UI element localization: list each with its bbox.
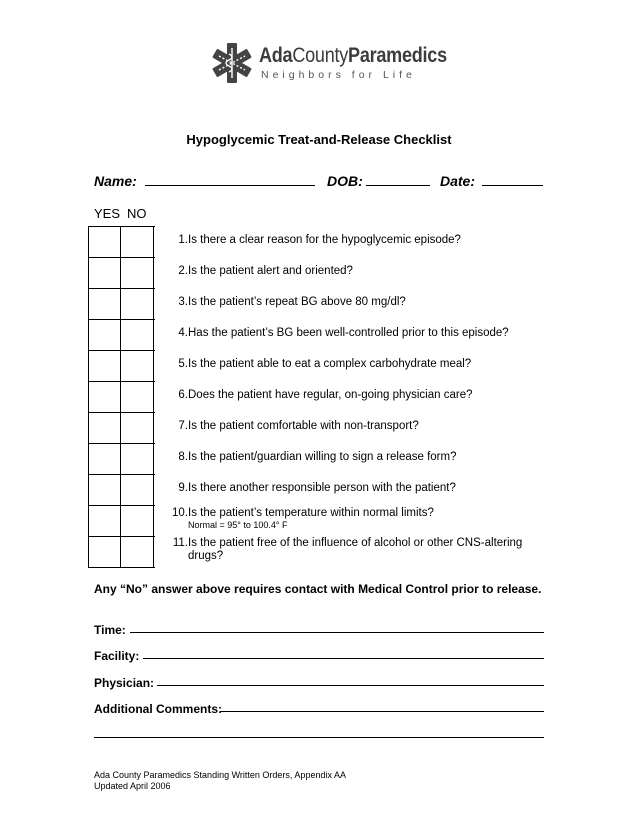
question-text: Is the patient’s temperature within normal limits?	[188, 507, 434, 519]
question-text: Is there another responsible person with the patient?	[188, 482, 456, 494]
no-column-label: NO	[127, 206, 147, 221]
yes-checkbox[interactable]	[89, 289, 121, 319]
logo-name-ada: Ada	[259, 44, 293, 67]
question-item	[160, 327, 509, 340]
facility-label: Facility:	[94, 649, 140, 663]
question-item	[160, 234, 461, 247]
no-checkbox[interactable]	[121, 413, 154, 443]
question-text: Is the patient/guardian willing to sign a release form?	[188, 451, 457, 463]
logo-name-county: County	[292, 44, 349, 67]
no-checkbox[interactable]	[121, 475, 154, 505]
no-checkbox[interactable]	[121, 351, 154, 381]
logo-name-paramedics: Paramedics	[348, 44, 447, 67]
yes-checkbox[interactable]	[89, 506, 121, 536]
yes-checkbox[interactable]	[89, 351, 121, 381]
checkbox-grid	[88, 226, 155, 568]
grid-row	[89, 444, 155, 475]
yes-no-header	[94, 206, 154, 221]
grid-row	[89, 413, 155, 444]
question-text: Is there a clear reason for the hypoglycemic episode?	[188, 234, 461, 246]
yes-checkbox[interactable]	[89, 444, 121, 474]
time-label: Time:	[94, 623, 126, 637]
yes-checkbox[interactable]	[89, 227, 121, 257]
yes-checkbox[interactable]	[89, 382, 121, 412]
no-checkbox[interactable]	[121, 320, 154, 350]
grid-row	[89, 289, 155, 320]
question-text: Has the patient’s BG been well-controlled prior to this episode?	[188, 327, 509, 339]
no-checkbox[interactable]	[121, 382, 154, 412]
footer-line-1: Ada County Paramedics Standing Written Orders, Appendix AA	[94, 770, 346, 780]
question-number: 10.	[172, 507, 188, 519]
facility-field[interactable]	[143, 658, 544, 659]
yes-checkbox[interactable]	[89, 258, 121, 288]
name-field[interactable]	[145, 185, 315, 186]
question-item	[160, 507, 434, 530]
footer-line-2: Updated April 2006	[94, 781, 171, 791]
question-text: Is the patient free of the influence of alcohol or other CNS-altering	[188, 537, 523, 549]
question-number: 2.	[178, 265, 188, 277]
grid-row	[89, 506, 155, 537]
logo-wordmark	[259, 44, 447, 68]
dob-field[interactable]	[366, 185, 430, 186]
physician-field[interactable]	[157, 685, 544, 686]
yes-checkbox[interactable]	[89, 413, 121, 443]
no-checkbox[interactable]	[121, 537, 154, 567]
star-of-life-logo-icon	[211, 42, 253, 84]
grid-row	[89, 382, 155, 413]
no-checkbox[interactable]	[121, 227, 154, 257]
no-checkbox[interactable]	[121, 506, 154, 536]
question-item	[160, 482, 456, 495]
question-item	[160, 296, 406, 309]
question-continuation: drugs?	[188, 550, 224, 562]
question-item	[160, 265, 353, 278]
no-checkbox[interactable]	[121, 444, 154, 474]
question-item	[160, 537, 523, 562]
yes-checkbox[interactable]	[89, 537, 121, 567]
comments-field[interactable]	[220, 711, 544, 712]
question-number: 3.	[178, 296, 188, 308]
grid-row	[89, 258, 155, 289]
logo	[211, 42, 447, 86]
no-checkbox[interactable]	[121, 258, 154, 288]
question-text: Is the patient able to eat a complex carbohydrate meal?	[188, 358, 472, 370]
question-text: Is the patient’s repeat BG above 80 mg/dl?	[188, 296, 406, 308]
question-item	[160, 451, 457, 464]
logo-tagline: Neighbors for Life	[261, 69, 416, 81]
footer	[94, 770, 346, 792]
medical-control-note: Any “No” answer above requires contact with Medical Control prior to release.	[94, 582, 542, 596]
grid-row	[89, 227, 155, 258]
question-subnote: Normal = 95° to 100.4° F	[188, 520, 288, 530]
question-text: Does the patient have regular, on-going physician care?	[188, 389, 473, 401]
comments-label: Additional Comments:	[94, 702, 222, 716]
date-label: Date:	[440, 173, 476, 189]
grid-row	[89, 351, 155, 382]
question-number: 8.	[178, 451, 188, 463]
physician-label: Physician:	[94, 676, 155, 690]
comments-field-line-2[interactable]	[94, 737, 544, 738]
question-text: Is the patient alert and oriented?	[188, 265, 353, 277]
question-item	[160, 420, 419, 433]
yes-column-label: YES	[94, 206, 121, 221]
dob-label: DOB:	[327, 173, 363, 189]
name-label: Name:	[94, 173, 137, 189]
page-title: Hypoglycemic Treat-and-Release Checklist	[186, 132, 452, 147]
question-number: 1.	[178, 234, 188, 246]
question-number: 5.	[178, 358, 188, 370]
question-number: 9.	[178, 482, 188, 494]
grid-row	[89, 537, 155, 568]
time-field[interactable]	[130, 632, 544, 633]
question-number: 11.	[172, 537, 188, 549]
date-field[interactable]	[482, 185, 543, 186]
question-number: 4.	[178, 327, 188, 339]
yes-checkbox[interactable]	[89, 475, 121, 505]
question-number: 7.	[178, 420, 188, 432]
grid-row	[89, 320, 155, 351]
question-text: Is the patient comfortable with non-transport?	[188, 420, 419, 432]
question-item	[160, 358, 472, 371]
yes-checkbox[interactable]	[89, 320, 121, 350]
grid-row	[89, 475, 155, 506]
question-number: 6.	[178, 389, 188, 401]
no-checkbox[interactable]	[121, 289, 154, 319]
question-item	[160, 389, 473, 402]
